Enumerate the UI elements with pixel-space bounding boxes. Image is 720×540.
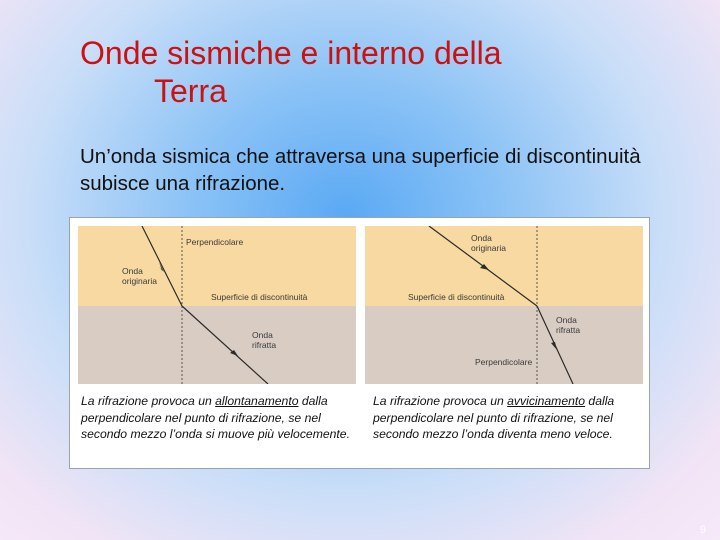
label-perpendicular: Perpendicolare: [475, 357, 533, 367]
caption-emphasis: allontanamento: [215, 394, 299, 408]
label-incident-wave-1: Onda: [471, 233, 492, 243]
label-incident-wave-2: originaria: [122, 276, 157, 286]
caption-text-start: La rifrazione provoca un: [81, 394, 216, 408]
slide-title-line-1: Onde sismiche e interno della: [80, 35, 502, 71]
lower-medium: [78, 306, 356, 384]
diagram-toward-normal: [365, 226, 643, 384]
slide-title: [80, 34, 502, 110]
caption-away-from-normal: [81, 393, 351, 443]
label-incident-wave-1: Onda: [122, 266, 143, 276]
caption-toward-normal: [373, 393, 643, 443]
diagram-away-from-normal: [78, 226, 356, 384]
label-refracted-wave-2: rifratta: [252, 340, 277, 350]
label-incident-wave-2: originaria: [471, 243, 506, 253]
slide-subtitle: Un’onda sismica che attraversa una superficie di discontinuità subisce una rifrazione.: [80, 145, 641, 195]
label-perpendicular: Perpendicolare: [186, 237, 244, 247]
caption-emphasis: avvicinamento: [507, 394, 586, 408]
label-refracted-wave-1: Onda: [252, 330, 273, 340]
label-discontinuity-surface: Superficie di discontinuità: [211, 292, 308, 302]
lower-medium: [365, 306, 643, 384]
caption-text-end: dalla perpendicolare nel punto di rifrazione, se nel secondo mezzo l’onda diventa meno veloce.: [373, 394, 615, 441]
label-refracted-wave-1: Onda: [556, 315, 577, 325]
caption-text-start: La rifrazione provoca un: [373, 394, 508, 408]
page-number: 9: [699, 524, 706, 536]
label-refracted-wave-2: rifratta: [556, 325, 581, 335]
label-discontinuity-surface: Superficie di discontinuità: [408, 292, 505, 302]
slide-title-line-2: Terra: [154, 73, 227, 109]
refraction-figure: [69, 217, 650, 469]
caption-text-end: dalla perpendicolare nel punto di rifrazione, se nel secondo mezzo l’onda si muove più velocemente.: [81, 394, 350, 441]
